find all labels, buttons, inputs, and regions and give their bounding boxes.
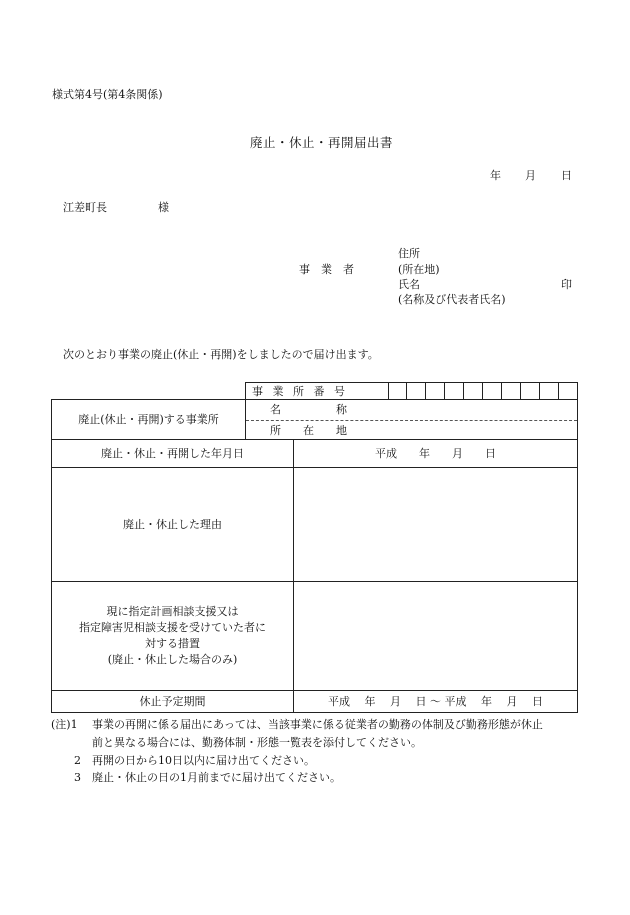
measures-label	[52, 582, 293, 690]
seal-mark: 印	[561, 278, 572, 291]
date-value-field[interactable]: 平成 年 月 日	[375, 446, 496, 460]
office-name-label: 名 称	[270, 403, 347, 416]
date-day-label: 日	[561, 169, 572, 182]
honorific: 様	[158, 201, 169, 214]
applicant-name-paren: (名称及び代表者氏名)	[398, 293, 506, 306]
date-year-label: 年	[490, 169, 501, 182]
office-label: 廃止(休止・再開)する事業所	[78, 412, 219, 426]
applicant-label: 事 業 者	[299, 263, 354, 276]
measures-line-1: 現に指定計画相談支援又は	[106, 605, 239, 619]
applicant-name-label: 氏名	[398, 278, 420, 291]
reason-label: 廃止・休止した理由	[123, 517, 222, 531]
note-3-number: 3	[74, 771, 81, 784]
recipient: 江差町長	[63, 201, 107, 214]
office-number-label: 事 業 所 番 号	[252, 385, 348, 398]
page-title: 廃止・休止・再開届出書	[250, 135, 394, 150]
intro-text: 次のとおり事業の廃止(休止・再開)をしましたので届け出ます。	[63, 348, 379, 361]
measures-line-4: (廃止・休止した場合のみ)	[107, 652, 238, 666]
form-number: 様式第4号(第4条関係)	[52, 88, 163, 101]
measures-line-3: 対する措置	[145, 637, 200, 650]
note-2: 再開の日から10日以内に届け出てください。	[92, 754, 315, 767]
note-3: 廃止・休止の日の1月前までに届け出てください。	[92, 771, 341, 784]
applicant-address-paren: (所在地)	[398, 263, 440, 276]
notes-prefix: (注)1	[51, 718, 78, 731]
reason-field[interactable]	[294, 468, 577, 581]
suspension-value-field[interactable]: 平成 年 月 日 〜 平成 年 月 日	[328, 694, 543, 708]
office-number-input[interactable]	[389, 383, 577, 399]
office-address-label: 所 在 地	[270, 424, 347, 437]
date-label: 廃止・休止・再開した年月日	[101, 446, 244, 460]
note-2-number: 2	[74, 754, 81, 767]
date-month-label: 月	[525, 169, 536, 182]
measures-line-2: 指定障害児相談支援を受けていた者に	[79, 621, 266, 635]
note-1-line-2: 前と異なる場合には、勤務体制・形態一覧表を添付してください。	[92, 736, 422, 749]
office-name-field[interactable]	[380, 400, 577, 420]
measures-field[interactable]	[294, 582, 577, 690]
note-1-line-1: 事業の再開に係る届出にあっては、当該事業に係る従業者の勤務の体制及び勤務形態が休止	[92, 718, 543, 731]
applicant-address-label: 住所	[398, 247, 420, 260]
office-address-field[interactable]	[380, 421, 577, 439]
suspension-label: 休止予定期間	[139, 694, 206, 708]
